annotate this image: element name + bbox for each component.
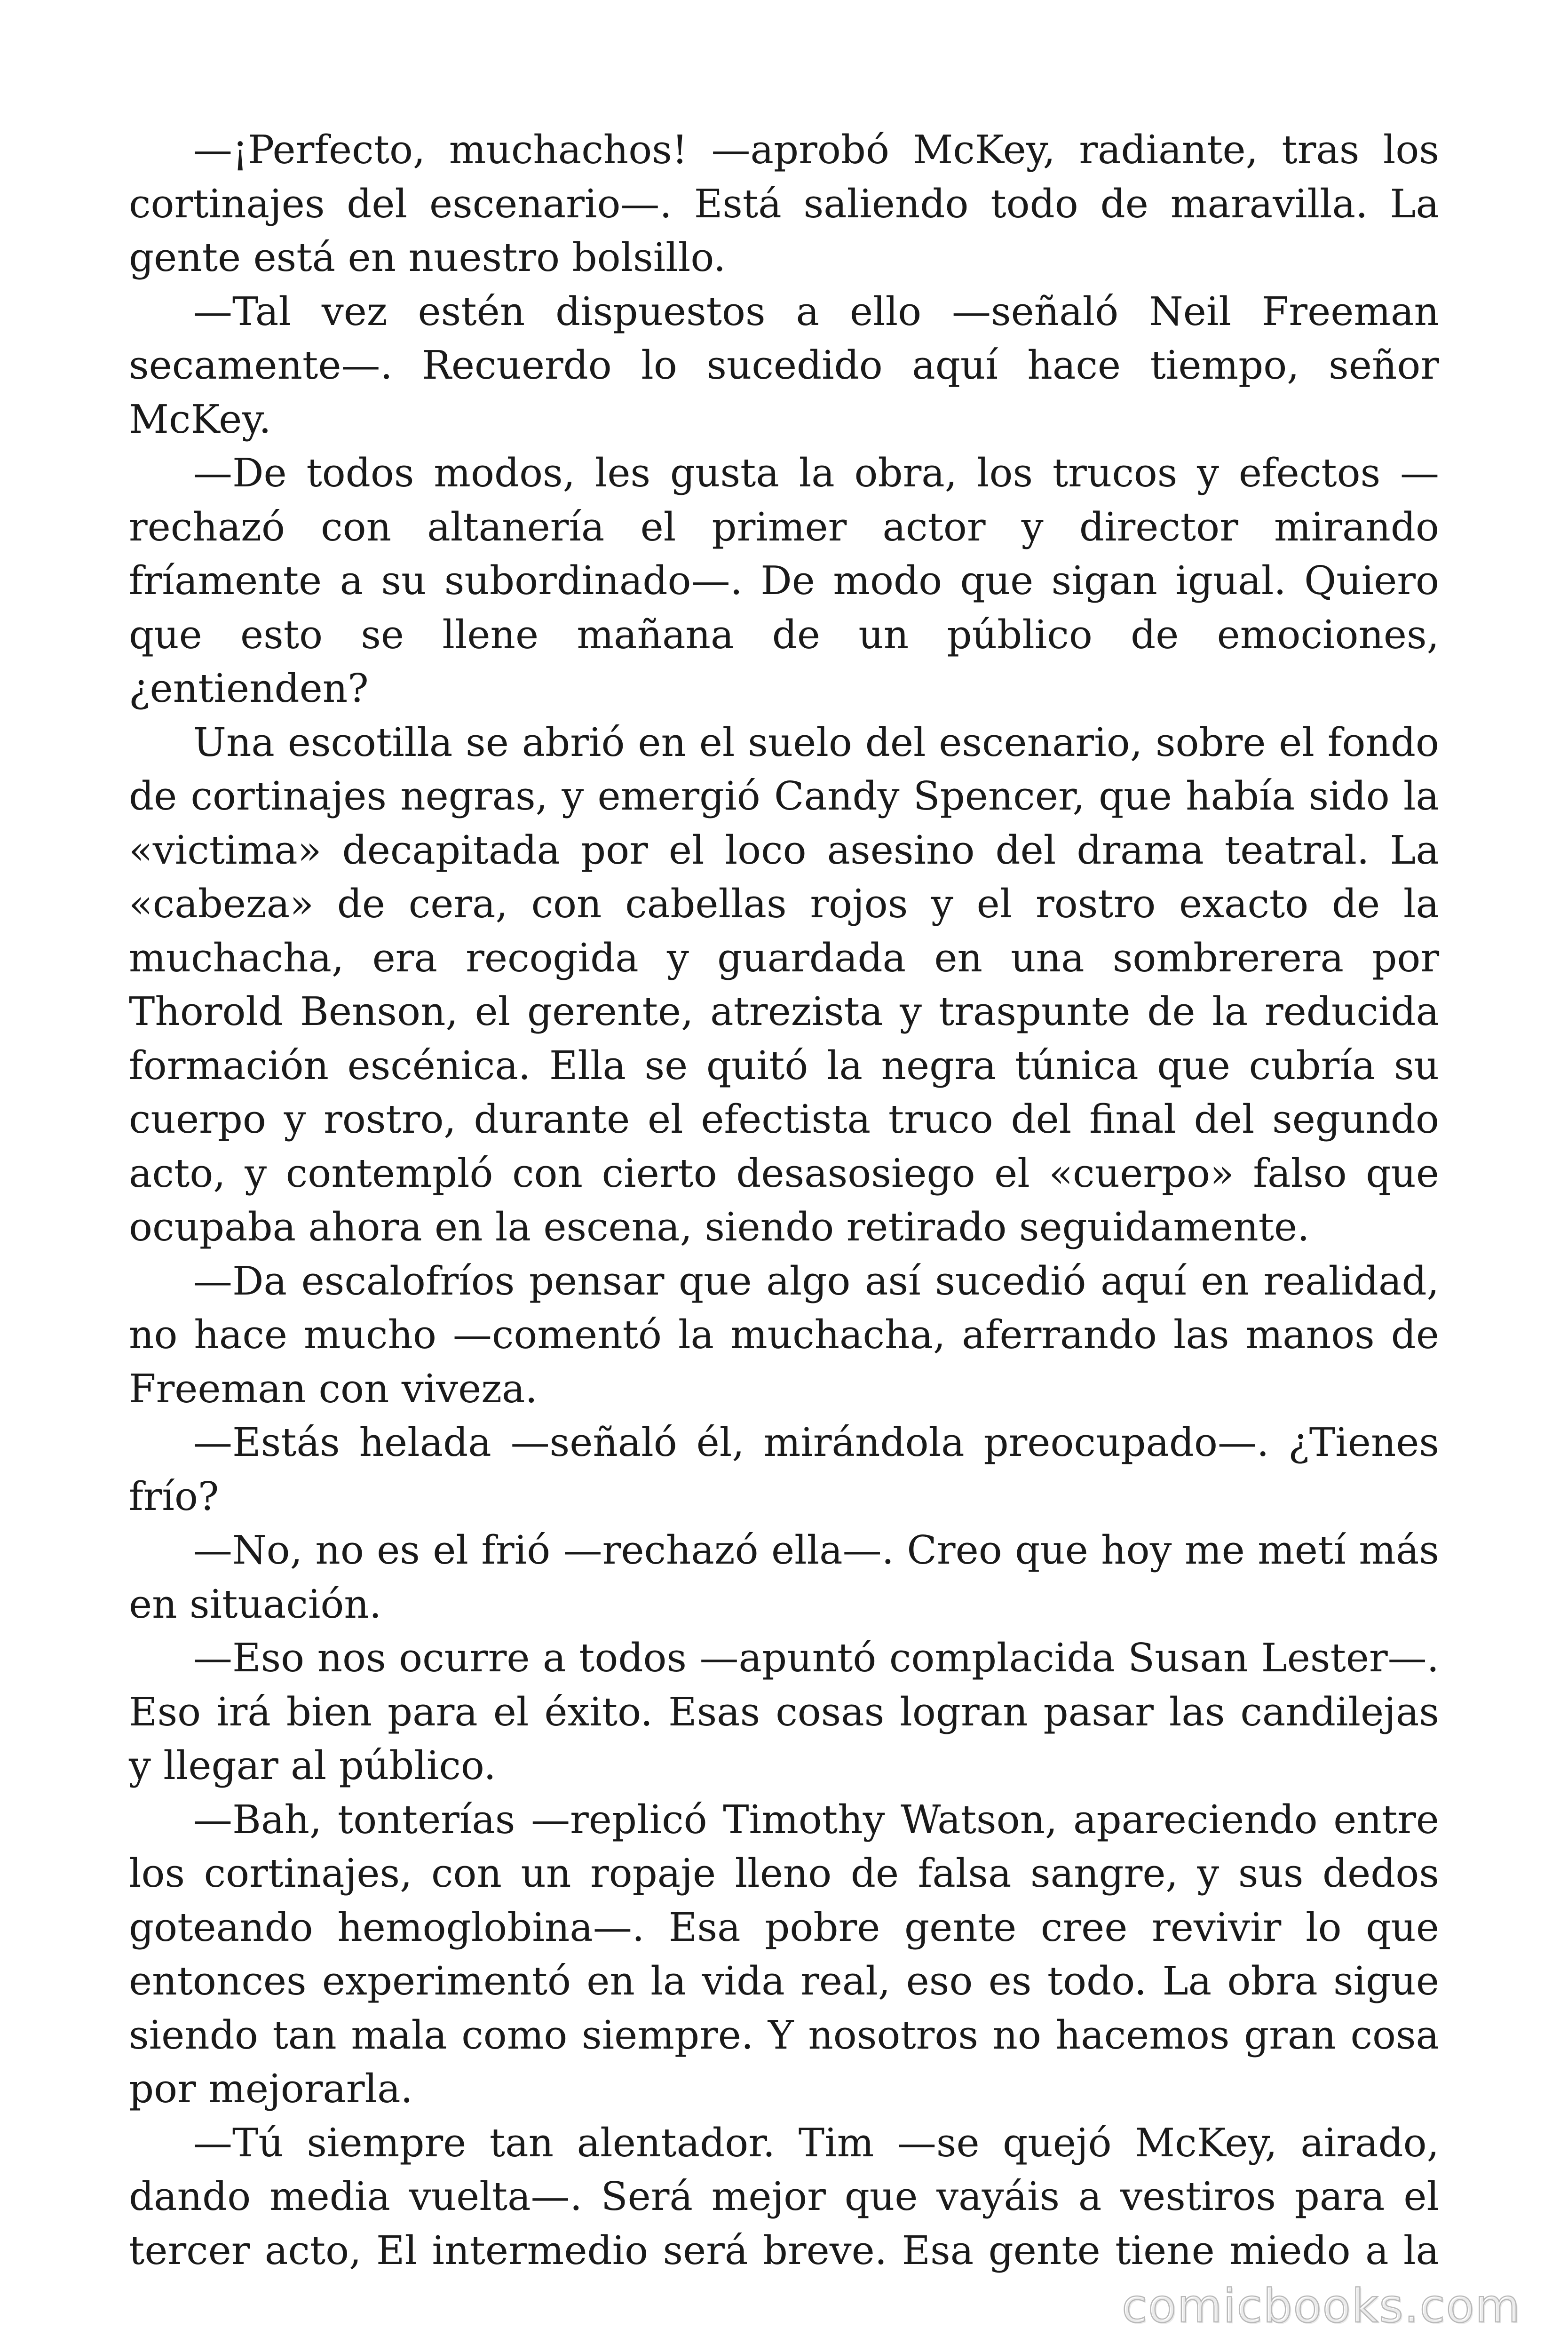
paragraph-last: —Tú siempre tan alentador. Tim —se quejó McKey, airado, dando media vuelta—. Será mejor que vayáis a vestiros para el tercer acto, El intermedio será breve. Esa gente tiene miedo a la: [129, 2120, 1439, 2273]
paragraph: —De todos modos, les gusta la obra, los trucos y efectos —rechazó con altanería el primer actor y director mirando fríamente a su subordinado—. De modo que sigan igual. Quiero que esto se llene mañana de un público de emociones, ¿entienden?: [129, 450, 1439, 711]
watermark: comicbooks.com: [1122, 2280, 1521, 2333]
paragraph: —Estás helada —señaló él, mirándola preocupado—. ¿Tienes frío?: [129, 1420, 1439, 1519]
paragraph: —Tal vez estén dispuestos a ello —señaló Neil Freeman secamente—. Recuerdo lo sucedido aquí hace tiempo, señor McKey.: [129, 288, 1439, 442]
paragraph: Una escotilla se abrió en el suelo del escenario, sobre el fondo de cortinajes negras, y emergió Candy Spencer, que había sido la «victima» decapitada por el loco asesino del drama teatral. La «cabeza» de cera, con cabellas rojos y el rostro exacto de la muchacha, era recogida y guardada en una sombrerera por Thorold Benson, el gerente, atrezista y traspunte de la reducida formación escénica. Ella se quitó la negra túnica que cubría su cuerpo y rostro, durante el efectista truco del final del segundo acto, y contempló con cierto desasosiego el «cuerpo» falso que ocupaba ahora en la escena, siendo retirado seguidamente.: [129, 719, 1439, 1250]
paragraph: —No, no es el frió —rechazó ella—. Creo que hoy me metí más en situación.: [129, 1527, 1439, 1627]
paragraph: —Eso nos ocurre a todos —apuntó complacida Susan Lester—. Eso irá bien para el éxito. Esas cosas logran pasar las candilejas y llegar al público.: [129, 1635, 1439, 1788]
paragraph: —Bah, tonterías —replicó Timothy Watson, apareciendo entre los cortinajes, con un ropaje lleno de falsa sangre, y sus dedos goteando hemoglobina—. Esa pobre gente cree revivir lo que entonces experimentó en la vida real, eso es todo. La obra sigue siendo tan mala como siempre. Y nosotros no hacemos gran cosa por mejorarla.: [129, 1796, 1439, 2112]
page-body: [129, 123, 1439, 2278]
paragraph: —¡Perfecto, muchachos! —aprobó McKey, radiante, tras los cortinajes del escenario—. Está saliendo todo de maravilla. La gente está en nuestro bolsillo.: [129, 127, 1439, 280]
paragraph: —Da escalofríos pensar que algo así sucedió aquí en realidad, no hace mucho —comentó la muchacha, aferrando las manos de Freeman con viveza.: [129, 1258, 1439, 1412]
